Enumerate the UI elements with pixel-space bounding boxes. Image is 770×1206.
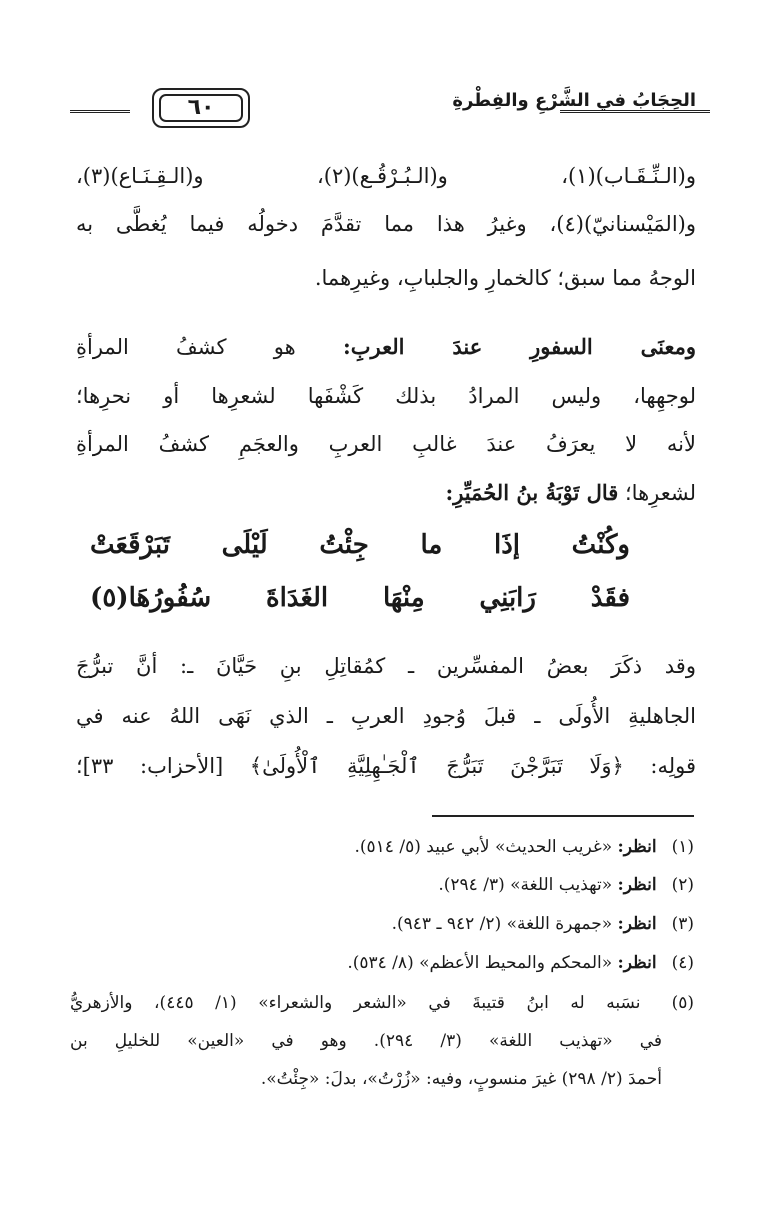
footnote-5-line-1 bbox=[70, 993, 694, 1013]
para2-line-2: لوجهِها، وليس المرادُ بذلك كَشْفَها لشعرِها أو نحرِها؛ bbox=[76, 384, 696, 408]
para2-line-3: لأنه لا يعرَفُ عندَ غالبِ العربِ والعجَمِ كشفُ المرأةِ bbox=[76, 432, 696, 456]
footnote-4 bbox=[70, 953, 694, 973]
body-line-1: و(الـنِّـقَـاب)(١)، و(الـبُـرْقُـع)(٢)، و(الـقِـنَـاع)(٣)، bbox=[76, 164, 696, 188]
verse-line-1: وكُنْتُ إذَا ما جِئْتُ لَيْلَى تَبَرْقَعَتْ bbox=[90, 530, 630, 560]
para2-line-1 bbox=[76, 334, 696, 360]
para2-line1-rest: هو كشفُ المرأةِ bbox=[76, 335, 296, 359]
page-number: ٦٠ bbox=[159, 94, 243, 122]
page-number-frame bbox=[152, 88, 250, 128]
footnote-text: «جمهرة اللغة» (٢/ ٩٤٢ ـ ٩٤٣). bbox=[391, 914, 613, 934]
footnote-3 bbox=[70, 914, 694, 934]
body-line-3: الوجهُ مما سبق؛ كالخمارِ والجلبابِ، وغيرِهما. bbox=[314, 266, 696, 290]
header-rule-left bbox=[70, 110, 130, 113]
footnote-number: (٢) bbox=[671, 875, 694, 895]
running-title: الحِجَابُ في الشَّرْعِ والفِطْرةِ bbox=[452, 90, 696, 111]
footnote-text: «تهذيب اللغة» (٣/ ٢٩٤). bbox=[438, 875, 613, 895]
footnote-text: «المحكم والمحيط الأعظم» (٨/ ٥٣٤). bbox=[347, 953, 613, 973]
para2-line4-start: لشعرِها؛ bbox=[625, 481, 696, 505]
page-header bbox=[70, 88, 710, 138]
footnote-5-line-3: أحمدَ (٢/ ٢٩٨) غيرَ منسوبٍ، وفيه: «زُرْتُ»، بدلَ: «جِئْتُ». bbox=[260, 1069, 662, 1089]
para2-lead: ومعنَى السفورِ عندَ العربِ: bbox=[342, 334, 696, 359]
footnote-number: (٥) bbox=[671, 993, 695, 1013]
verse-line-2: فقَدْ رَابَنِي مِنْهَا الغَدَاةَ سُفُورُهَا(٥) bbox=[90, 583, 630, 613]
footnote-1 bbox=[70, 837, 694, 857]
footnote-text: نسَبه له ابنُ قتيبةَ في «الشعر والشعراء» (١/ ٤٤٥)، والأزهريُّ bbox=[70, 993, 641, 1013]
footnote-number: (١) bbox=[671, 837, 694, 857]
footnote-number: (٤) bbox=[671, 953, 694, 973]
footnote-2 bbox=[70, 875, 694, 895]
para3-line-3: قولِه: ﴿وَلَا تَبَرَّجْنَ تَبَرُّجَ ٱلْجَـٰهِلِيَّةِ ٱلْأُولَىٰ﴾ [الأحزاب: ٣٣]؛ bbox=[76, 754, 696, 778]
para3-line-1: وقد ذكَرَ بعضُ المفسِّرين ـ كمُقاتِلِ بنِ حَيَّانَ ـ: أنَّ تبرُّجَ bbox=[76, 654, 696, 678]
footnote-label: انظر: bbox=[617, 837, 657, 857]
para2-line-4 bbox=[76, 480, 696, 506]
footnote-divider bbox=[432, 815, 694, 817]
footnote-label: انظر: bbox=[617, 953, 657, 973]
footnote-5-line-2: في «تهذيب اللغة» (٣/ ٢٩٤). وهو في «العين» للخليلِ بن bbox=[70, 1031, 662, 1051]
footnote-label: انظر: bbox=[617, 914, 657, 934]
para3-line-2: الجاهليةِ الأُولَى ـ قبلَ وُجودِ العربِ ـ الذي نَهَى اللهُ عنه في bbox=[76, 704, 696, 728]
poet-attribution: قال تَوْبَةُ بنُ الحُمَيِّرِ: bbox=[445, 480, 619, 505]
footnote-text: «غريب الحديث» لأبي عبيد (٥/ ٥١٤). bbox=[354, 837, 613, 857]
body-line-2: و(المَيْسنانيّ)(٤)، وغيرُ هذا مما تقدَّمَ دخولُه فيما يُغطَّى به bbox=[76, 212, 696, 236]
footnote-number: (٣) bbox=[671, 914, 694, 934]
footnote-label: انظر: bbox=[617, 875, 657, 895]
